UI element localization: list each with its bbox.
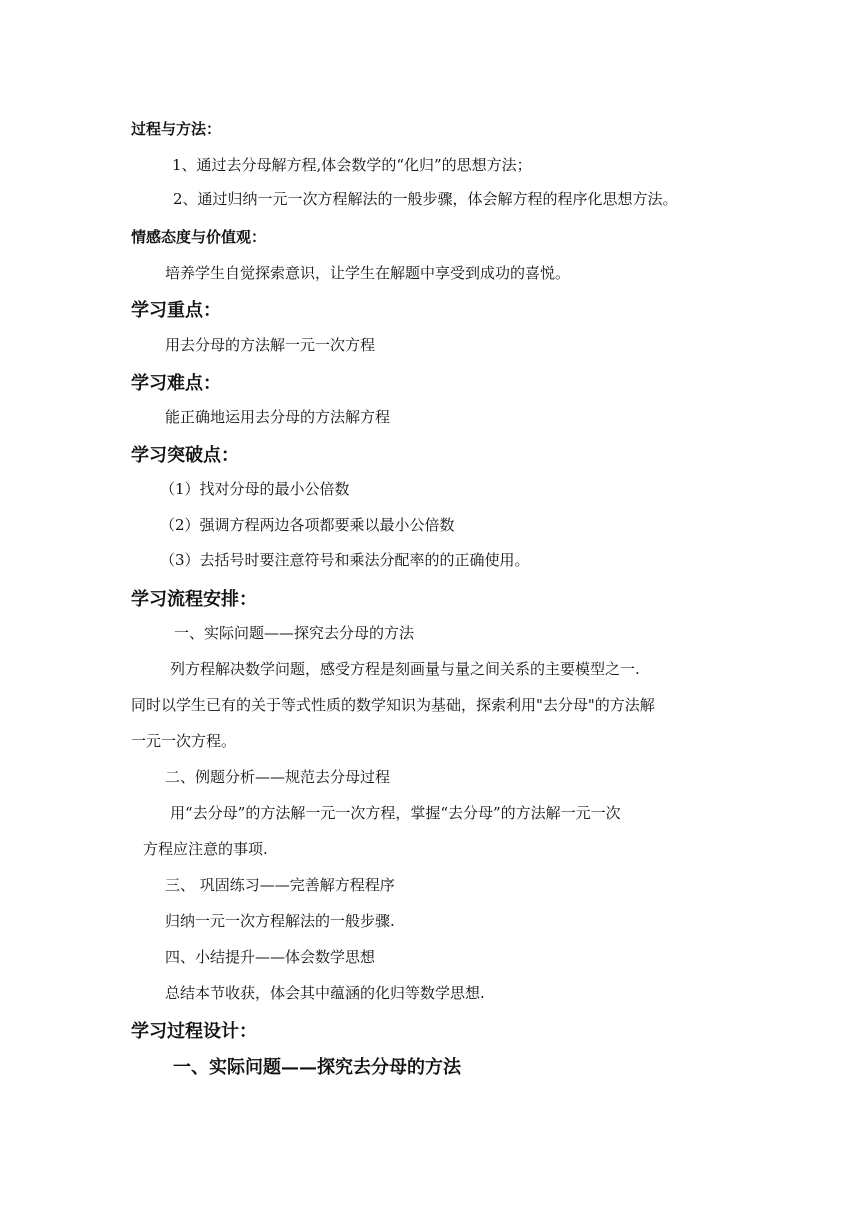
heading-process-method: 过程与方法：: [131, 120, 222, 138]
paragraph-line: 一元一次方程。: [131, 732, 237, 750]
paragraph-line: 用去分母的方法解一元一次方程: [165, 336, 376, 354]
paragraph-line: 能正确地运用去分母的方法解方程: [165, 408, 391, 426]
heading-breakthrough: 学习突破点：: [131, 445, 239, 466]
list-item: （1）找对分母的最小公倍数: [160, 480, 350, 498]
list-item: （2）强调方程两边各项都要乘以最小公倍数: [160, 516, 455, 534]
heading-key-points: 学习重点：: [131, 300, 221, 321]
paragraph-line: 三、 巩固练习——完善解方程程序: [165, 876, 395, 894]
heading-process-design: 学习过程设计：: [131, 1021, 257, 1042]
paragraph-line: 一、实际问题——探究去分母的方法: [174, 624, 415, 642]
paragraph-line: 1、通过去分母解方程,体会数学的“化归”的思想方法；: [172, 156, 532, 174]
paragraph-line: 总结本节收获，体会其中蕴涵的化归等数学思想.: [165, 984, 485, 1002]
paragraph-line: 四、小结提升——体会数学思想: [165, 948, 376, 966]
paragraph-line: 培养学生自觉探索意识，让学生在解题中享受到成功的喜悦。: [165, 264, 571, 282]
heading-flow-arrangement: 学习流程安排：: [131, 589, 257, 610]
paragraph-line: 用“去分母”的方法解一元一次方程，掌握“去分母”的方法解一元一次: [170, 804, 621, 822]
heading-difficulties: 学习难点：: [131, 373, 221, 394]
paragraph-line: 2、通过归纳一元一次方程解法的一般步骤，体会解方程的程序化思想方法。: [173, 190, 678, 208]
section-heading: 一、实际问题——探究去分母的方法: [173, 1057, 461, 1078]
list-item: （3）去括号时要注意符号和乘法分配率的的正确使用。: [160, 551, 530, 569]
paragraph-line: 二、例题分析——规范去分母过程: [165, 768, 391, 786]
paragraph-line: 列方程解决数学问题，感受方程是刻画量与量之间关系的主要模型之一.: [170, 660, 640, 678]
paragraph-line: 方程应注意的事项.: [143, 840, 268, 858]
heading-attitude-values: 情感态度与价值观：: [131, 228, 267, 246]
paragraph-line: 同时以学生已有的关于等式性质的数学知识为基础，探索利用"去分母"的方法解: [131, 696, 655, 714]
paragraph-line: 归纳一元一次方程解法的一般步骤.: [165, 912, 395, 930]
